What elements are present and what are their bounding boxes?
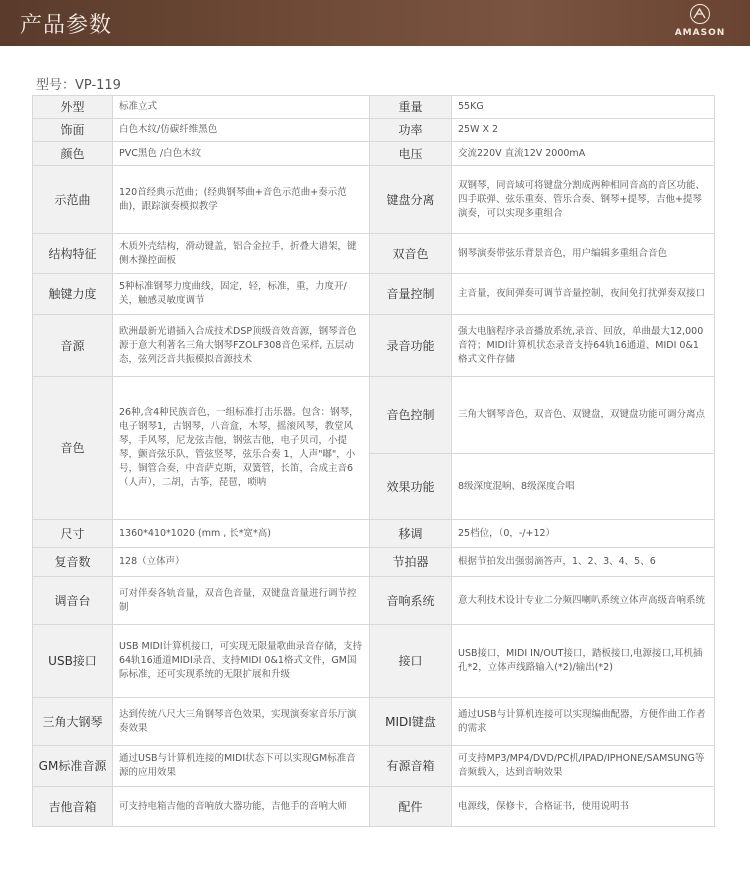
table-row — [33, 234, 715, 274]
spec-value: 25档位，（0，-/+12） — [452, 520, 715, 548]
spec-label: 音响系统 — [370, 577, 452, 625]
spec-value: 达到传统八尺大三角钢琴音色效果，实现演奏家音乐厅演奏效果 — [113, 698, 370, 746]
spec-label: 重量 — [370, 96, 452, 119]
spec-label: 录音功能 — [370, 315, 452, 377]
spec-label: 节拍器 — [370, 548, 452, 577]
spec-value: 主音量，夜间弹奏可调节音量控制，夜间免打扰弹奏双接口 — [452, 274, 715, 315]
table-row — [33, 274, 715, 315]
spec-label: 尺寸 — [33, 520, 113, 548]
spec-label: 音量控制 — [370, 274, 452, 315]
spec-value: 128（立体声） — [113, 548, 370, 577]
spec-value: 通过USB与计算机连接可以实现编曲配器，方便作曲工作者的需求 — [452, 698, 715, 746]
page-title: 产品参数 — [20, 13, 113, 38]
brand-name: AMASON — [674, 28, 726, 38]
table-row — [33, 142, 715, 166]
spec-value: 电源线，保修卡，合格证书，使用说明书 — [452, 787, 715, 827]
spec-label: 电压 — [370, 142, 452, 166]
table-row — [33, 625, 715, 698]
spec-label: 移调 — [370, 520, 452, 548]
brand-logo — [670, 4, 730, 44]
spec-value: 根据节拍发出强弱滴答声，1、2、3、4、5、6 — [452, 548, 715, 577]
table-row — [33, 698, 715, 746]
spec-value: 可支持电箱吉他的音响放大器功能，吉他手的音响大师 — [113, 787, 370, 827]
header-banner — [0, 0, 750, 46]
table-row — [33, 520, 715, 548]
table-row — [33, 96, 715, 119]
table-row — [33, 377, 715, 454]
spec-label: 三角大钢琴 — [33, 698, 113, 746]
spec-label: 接口 — [370, 625, 452, 698]
spec-label: 吉他音箱 — [33, 787, 113, 827]
spec-value: 钢琴演奏带弦乐背景音色，用户编辑多重组合音色 — [452, 234, 715, 274]
spec-label: 复音数 — [33, 548, 113, 577]
spec-value: 26种,含4种民族音色，一组标准打击乐器。包含：钢琴，电子钢琴1，古钢琴，八音盒，木琴，摇滚风琴，教堂风琴，手风琴，尼龙弦吉他，钢弦吉他，电子贝司，小提琴，颤音弦乐队，管弦竖琴，弦乐合奏 1，人声"嘟"，小号，铜管合奏，中音萨克斯，双簧管，长笛，合成主音6（人声），二胡，古筝，琵琶，唢呐 — [113, 377, 370, 520]
spec-label: 功率 — [370, 119, 452, 142]
spec-table — [32, 95, 715, 827]
spec-label: USB接口 — [33, 625, 113, 698]
spec-value: 5种标准钢琴力度曲线，固定，轻，标准，重，力度开/关，触感灵敏度调节 — [113, 274, 370, 315]
spec-label: GM标准音源 — [33, 746, 113, 787]
table-row — [33, 166, 715, 234]
spec-label: 键盘分离 — [370, 166, 452, 234]
spec-value: 强大电脑程序录音播放系统,录音、回放，单曲最大12,000音符；MIDI计算机状态录音支持64轨16通道、MIDI 0&1格式文件存储 — [452, 315, 715, 377]
spec-label: 音源 — [33, 315, 113, 377]
model-number: 型号：VP-119 — [36, 78, 121, 93]
table-row — [33, 315, 715, 377]
spec-value: 双钢琴，同音域可将键盘分割成两种相同音高的音区功能、四手联弹、弦乐重奏、管乐合奏、钢琴+提琴，吉他+提琴演奏，可以实现多重组合 — [452, 166, 715, 234]
spec-value: USB接口，MIDI IN/OUT接口，踏板接口,电源接口,耳机插孔*2，立体声线路输入(*2)/输出(*2) — [452, 625, 715, 698]
spec-value: 可对伴奏各轨音量，双音色音量，双键盘音量进行调节控制 — [113, 577, 370, 625]
spec-label: 有源音箱 — [370, 746, 452, 787]
spec-label: 饰面 — [33, 119, 113, 142]
spec-value: 三角大钢琴音色，双音色、双键盘，双键盘功能可调分离点 — [452, 377, 715, 454]
spec-value: 120首经典示范曲；(经典钢琴曲+音色示范曲+奏示范曲)，跟踪演奏模拟教学 — [113, 166, 370, 234]
spec-label: 示范曲 — [33, 166, 113, 234]
spec-value: USB MIDI计算机接口，可实现无限量歌曲录音存储，支持64轨16通道MIDI录音、支持MIDI 0&1格式文件，GM国际标准，还可实现系统的无限扩展和升级 — [113, 625, 370, 698]
table-row — [33, 746, 715, 787]
spec-value: 25W X 2 — [452, 119, 715, 142]
table-row — [33, 787, 715, 827]
spec-value: 55KG — [452, 96, 715, 119]
spec-value: 1360*410*1020 (mm , 长*宽*高) — [113, 520, 370, 548]
table-row — [33, 119, 715, 142]
spec-label: 结构特征 — [33, 234, 113, 274]
table-row — [33, 548, 715, 577]
spec-value: 意大利技术设计专业二分频四喇叭系统立体声高级音响系统 — [452, 577, 715, 625]
spec-value: 可支持MP3/MP4/DVD/PC机/IPAD/IPHONE/SAMSUNG等音频载入，达到音响效果 — [452, 746, 715, 787]
spec-label: 外型 — [33, 96, 113, 119]
spec-value: 木质外壳结构，滑动键盖，铝合金拉手，折叠大谱架，键侧木操控面板 — [113, 234, 370, 274]
spec-value: 标准立式 — [113, 96, 370, 119]
spec-label: 颜色 — [33, 142, 113, 166]
table-row — [33, 577, 715, 625]
spec-value: 8级深度混响、8级深度合唱 — [452, 454, 715, 520]
spec-value: 欧洲最新光谱插入合成技术DSP顶级音效音源，钢琴音色源于意大利著名三角大钢琴FZOLF308音色采样, 五层动态，弦列泛音共振模拟音源技术 — [113, 315, 370, 377]
spec-label: MIDI键盘 — [370, 698, 452, 746]
spec-label: 调音台 — [33, 577, 113, 625]
spec-label: 音色控制 — [370, 377, 452, 454]
spec-value: 白色木纹/仿碳纤维黑色 — [113, 119, 370, 142]
spec-label: 音色 — [33, 377, 113, 520]
spec-label: 双音色 — [370, 234, 452, 274]
spec-label: 触键力度 — [33, 274, 113, 315]
spec-value: 交流220V 直流12V 2000mA — [452, 142, 715, 166]
spec-value: 通过USB与计算机连接的MIDI状态下可以实现GM标准音源的应用效果 — [113, 746, 370, 787]
spec-label: 配件 — [370, 787, 452, 827]
spec-value: PVC黑色 /白色木纹 — [113, 142, 370, 166]
logo-emblem-icon — [690, 4, 710, 24]
spec-label: 效果功能 — [370, 454, 452, 520]
